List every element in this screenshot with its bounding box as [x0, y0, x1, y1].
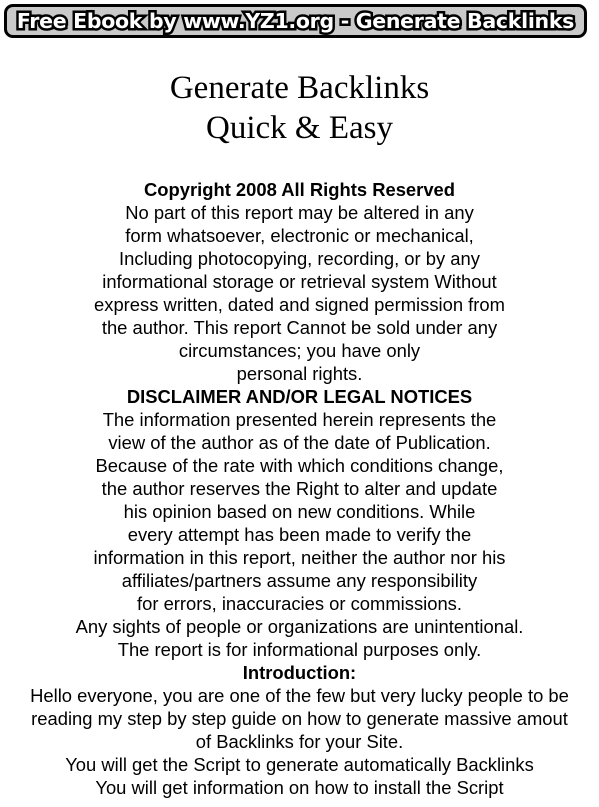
header-banner [4, 4, 587, 38]
disclaimer-line: Any sights of people or organizations are unintentional. [75, 616, 524, 637]
page-title [0, 68, 599, 148]
disclaimer-line: The information presented herein represents the [102, 409, 497, 430]
introduction-line: of Backlinks for your Site. [195, 731, 404, 752]
copyright-line: Including photocopying, recording, or by any [119, 248, 480, 269]
disclaimer-line: every attempt has been made to verify the [127, 524, 472, 545]
introduction-line: Hello everyone, you are one of the few but very lucky people to be [30, 685, 569, 706]
introduction-line: reading my step by step guide on how to generate massive amout [31, 708, 568, 729]
introduction-line: You will get information on how to install the Script [95, 777, 504, 798]
disclaimer-line: affiliates/partners assume any responsibility [121, 570, 478, 591]
disclaimer-line: view of the author as of the date of Publication. [108, 432, 491, 453]
document-body [0, 178, 599, 799]
introduction-heading: Introduction: [242, 662, 357, 683]
disclaimer-line: the author reserves the Right to alter and update [101, 478, 498, 499]
copyright-line: form whatsoever, electronic or mechanical, [125, 225, 474, 246]
banner-text: Free Ebook by www.YZ1.org - Generate Backlinks [16, 9, 575, 33]
copyright-heading: Copyright 2008 All Rights Reserved [143, 179, 456, 200]
copyright-line: No part of this report may be altered in any [125, 202, 474, 223]
disclaimer-line: information in this report, neither the author nor his [93, 547, 506, 568]
copyright-line: informational storage or retrieval system Without [102, 271, 497, 292]
title-line-1: Generate Backlinks [169, 70, 430, 106]
disclaimer-heading: DISCLAIMER AND/OR LEGAL NOTICES [126, 386, 473, 407]
copyright-line: the author. This report Cannot be sold under any [101, 317, 498, 338]
copyright-line: express written, dated and signed permission from [94, 294, 505, 315]
copyright-line: personal rights. [236, 363, 363, 384]
title-line-2: Quick & Easy [206, 110, 393, 146]
disclaimer-line: The report is for informational purposes only. [117, 639, 482, 660]
disclaimer-line: for errors, inaccuracies or commissions. [137, 593, 462, 614]
disclaimer-line: his opinion based on new conditions. While [123, 501, 476, 522]
copyright-line: circumstances; you have only [178, 340, 421, 361]
disclaimer-line: Because of the rate with which conditions change, [95, 455, 504, 476]
introduction-line: You will get the Script to generate automatically Backlinks [65, 754, 534, 775]
